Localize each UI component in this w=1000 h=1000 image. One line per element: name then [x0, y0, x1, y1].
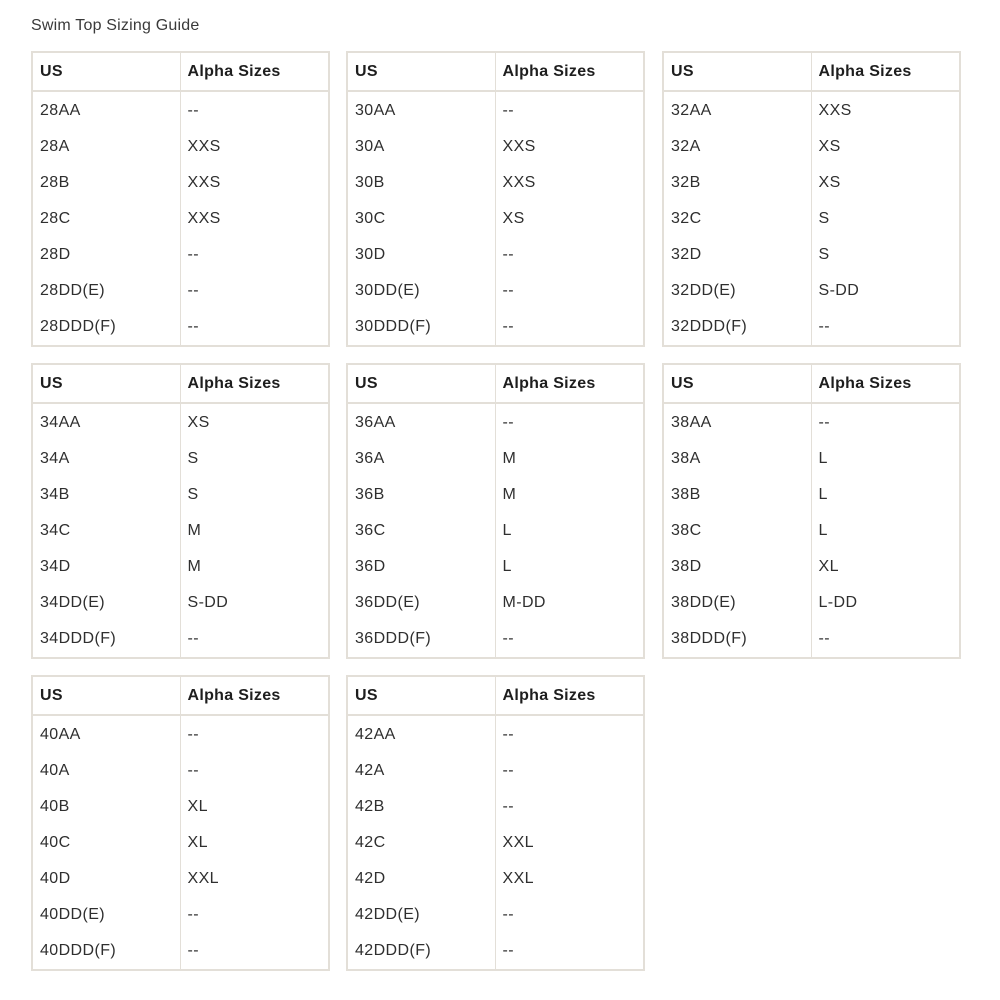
alpha-size-cell: XXS: [187, 210, 221, 227]
table-row: [663, 513, 960, 549]
alpha-size-cell: --: [502, 942, 514, 959]
alpha-size-cell: S-DD: [818, 282, 860, 299]
table-row: [32, 715, 329, 753]
table-row: [347, 477, 644, 513]
table-row: [663, 165, 960, 201]
header-us: US: [347, 52, 495, 91]
us-size-cell: 28D: [32, 237, 180, 273]
alpha-size-cell: S: [187, 486, 199, 503]
header-us: US: [347, 364, 495, 403]
us-size-cell: 32AA: [663, 91, 811, 129]
us-size-cell: 36D: [347, 549, 495, 585]
table-row: [663, 91, 960, 129]
us-size-cell: 28AA: [32, 91, 180, 129]
alpha-size-cell: --: [502, 798, 514, 815]
table-row: [347, 309, 644, 346]
us-size-cell: 40D: [32, 861, 180, 897]
us-size-cell: 42D: [347, 861, 495, 897]
us-size-cell: 30DD(E): [347, 273, 495, 309]
table-row: [663, 403, 960, 441]
table-row: [347, 441, 644, 477]
size-table: [31, 675, 330, 971]
alpha-size-cell: M: [187, 558, 202, 575]
header-us: US: [663, 364, 811, 403]
header-alpha-sizes: Alpha Sizes: [180, 52, 329, 91]
table-row: [32, 273, 329, 309]
alpha-size-cell: --: [818, 630, 830, 647]
header-alpha-sizes: Alpha Sizes: [811, 364, 960, 403]
table-row: [32, 129, 329, 165]
table-row: [32, 933, 329, 970]
table-row: [663, 549, 960, 585]
us-size-cell: 30C: [347, 201, 495, 237]
us-size-cell: 32DD(E): [663, 273, 811, 309]
us-size-cell: 42DD(E): [347, 897, 495, 933]
us-size-cell: 28C: [32, 201, 180, 237]
alpha-size-cell: XL: [818, 558, 839, 575]
us-size-cell: 40C: [32, 825, 180, 861]
table-row: [32, 825, 329, 861]
table-row: [347, 273, 644, 309]
header-alpha-sizes: Alpha Sizes: [495, 676, 644, 715]
us-size-cell: 38DD(E): [663, 585, 811, 621]
alpha-size-cell: M: [187, 522, 202, 539]
us-size-cell: 42DDD(F): [347, 933, 495, 970]
us-size-cell: 36AA: [347, 403, 495, 441]
alpha-size-cell: --: [187, 906, 199, 923]
alpha-size-cell: --: [502, 726, 514, 743]
table-row: [347, 825, 644, 861]
table-row: [32, 861, 329, 897]
table-row: [32, 549, 329, 585]
table-row: [663, 201, 960, 237]
table-row: [347, 129, 644, 165]
table-row: [663, 309, 960, 346]
alpha-size-cell: --: [187, 102, 199, 119]
alpha-size-cell: XS: [187, 414, 210, 431]
us-size-cell: 36DD(E): [347, 585, 495, 621]
alpha-size-cell: --: [187, 246, 199, 263]
us-size-cell: 28DDD(F): [32, 309, 180, 346]
alpha-size-cell: XXL: [502, 834, 534, 851]
table-row: [347, 621, 644, 658]
us-size-cell: 30A: [347, 129, 495, 165]
alpha-size-cell: XXL: [502, 870, 534, 887]
table-row: [32, 753, 329, 789]
alpha-size-cell: L: [818, 450, 828, 467]
alpha-size-cell: --: [502, 282, 514, 299]
table-row: [32, 441, 329, 477]
alpha-size-cell: M: [502, 450, 517, 467]
size-table: [346, 675, 645, 971]
table-row: [663, 585, 960, 621]
table-row: [663, 129, 960, 165]
header-us: US: [347, 676, 495, 715]
us-size-cell: 34AA: [32, 403, 180, 441]
table-row: [663, 621, 960, 658]
header-alpha-sizes: Alpha Sizes: [180, 676, 329, 715]
table-row: [32, 237, 329, 273]
table-row: [32, 513, 329, 549]
alpha-size-cell: S: [818, 246, 830, 263]
header-us: US: [32, 364, 180, 403]
us-size-cell: 40B: [32, 789, 180, 825]
size-table: [31, 363, 330, 659]
alpha-size-cell: --: [502, 318, 514, 335]
us-size-cell: 38DDD(F): [663, 621, 811, 658]
table-row: [347, 201, 644, 237]
alpha-size-cell: XXS: [502, 174, 536, 191]
table-row: [32, 789, 329, 825]
alpha-size-cell: XXS: [187, 174, 221, 191]
alpha-size-cell: XS: [818, 174, 841, 191]
us-size-cell: 32A: [663, 129, 811, 165]
alpha-size-cell: --: [502, 414, 514, 431]
alpha-size-cell: --: [502, 906, 514, 923]
alpha-size-cell: XL: [187, 834, 208, 851]
alpha-size-cell: --: [187, 726, 199, 743]
us-size-cell: 30DDD(F): [347, 309, 495, 346]
us-size-cell: 42B: [347, 789, 495, 825]
us-size-cell: 28B: [32, 165, 180, 201]
alpha-size-cell: XS: [818, 138, 841, 155]
alpha-size-cell: --: [502, 762, 514, 779]
us-size-cell: 34A: [32, 441, 180, 477]
us-size-cell: 38A: [663, 441, 811, 477]
table-row: [663, 477, 960, 513]
alpha-size-cell: S-DD: [187, 594, 229, 611]
table-row: [347, 753, 644, 789]
us-size-cell: 34D: [32, 549, 180, 585]
us-size-cell: 40AA: [32, 715, 180, 753]
alpha-size-cell: L: [502, 558, 512, 575]
page-title: Swim Top Sizing Guide: [31, 17, 200, 34]
size-table: [31, 51, 330, 347]
size-table: [346, 51, 645, 347]
alpha-size-cell: L: [818, 486, 828, 503]
alpha-size-cell: --: [502, 246, 514, 263]
us-size-cell: 32B: [663, 165, 811, 201]
us-size-cell: 30AA: [347, 91, 495, 129]
us-size-cell: 32D: [663, 237, 811, 273]
alpha-size-cell: M: [502, 486, 517, 503]
header-us: US: [663, 52, 811, 91]
table-row: [347, 403, 644, 441]
alpha-size-cell: --: [818, 318, 830, 335]
size-table: [662, 51, 961, 347]
table-row: [347, 897, 644, 933]
us-size-cell: 36DDD(F): [347, 621, 495, 658]
table-row: [32, 309, 329, 346]
table-row: [347, 789, 644, 825]
alpha-size-cell: XXL: [187, 870, 219, 887]
alpha-size-cell: XXS: [818, 102, 852, 119]
header-alpha-sizes: Alpha Sizes: [180, 364, 329, 403]
alpha-size-cell: --: [187, 762, 199, 779]
alpha-size-cell: M-DD: [502, 594, 546, 611]
us-size-cell: 36B: [347, 477, 495, 513]
alpha-size-cell: --: [187, 942, 199, 959]
alpha-size-cell: L: [818, 522, 828, 539]
us-size-cell: 34B: [32, 477, 180, 513]
us-size-cell: 34DD(E): [32, 585, 180, 621]
us-size-cell: 34DDD(F): [32, 621, 180, 658]
us-size-cell: 38B: [663, 477, 811, 513]
header-alpha-sizes: Alpha Sizes: [495, 52, 644, 91]
us-size-cell: 40DD(E): [32, 897, 180, 933]
us-size-cell: 40A: [32, 753, 180, 789]
header-alpha-sizes: Alpha Sizes: [811, 52, 960, 91]
table-row: [663, 237, 960, 273]
table-row: [347, 933, 644, 970]
table-row: [32, 897, 329, 933]
us-size-cell: 40DDD(F): [32, 933, 180, 970]
us-size-cell: 30D: [347, 237, 495, 273]
alpha-size-cell: --: [502, 630, 514, 647]
table-row: [347, 513, 644, 549]
us-size-cell: 38C: [663, 513, 811, 549]
table-row: [32, 403, 329, 441]
alpha-size-cell: XS: [502, 210, 525, 227]
table-row: [347, 715, 644, 753]
table-row: [347, 585, 644, 621]
alpha-size-cell: --: [502, 102, 514, 119]
table-row: [347, 861, 644, 897]
table-row: [347, 165, 644, 201]
table-row: [32, 585, 329, 621]
us-size-cell: 28A: [32, 129, 180, 165]
alpha-size-cell: --: [187, 630, 199, 647]
us-size-cell: 34C: [32, 513, 180, 549]
header-us: US: [32, 52, 180, 91]
alpha-size-cell: L-DD: [818, 594, 858, 611]
table-row: [32, 621, 329, 658]
header-us: US: [32, 676, 180, 715]
size-table: [346, 363, 645, 659]
alpha-size-cell: --: [187, 282, 199, 299]
alpha-size-cell: S: [187, 450, 199, 467]
us-size-cell: 36C: [347, 513, 495, 549]
us-size-cell: 42C: [347, 825, 495, 861]
table-row: [32, 91, 329, 129]
alpha-size-cell: --: [818, 414, 830, 431]
us-size-cell: 42AA: [347, 715, 495, 753]
size-table: [662, 363, 961, 659]
table-row: [32, 201, 329, 237]
table-row: [347, 549, 644, 585]
us-size-cell: 42A: [347, 753, 495, 789]
us-size-cell: 38D: [663, 549, 811, 585]
us-size-cell: 38AA: [663, 403, 811, 441]
alpha-size-cell: XXS: [187, 138, 221, 155]
alpha-size-cell: L: [502, 522, 512, 539]
us-size-cell: 36A: [347, 441, 495, 477]
us-size-cell: 32C: [663, 201, 811, 237]
us-size-cell: 32DDD(F): [663, 309, 811, 346]
table-row: [32, 477, 329, 513]
table-row: [347, 237, 644, 273]
us-size-cell: 28DD(E): [32, 273, 180, 309]
alpha-size-cell: --: [187, 318, 199, 335]
table-row: [32, 165, 329, 201]
alpha-size-cell: XXS: [502, 138, 536, 155]
alpha-size-cell: S: [818, 210, 830, 227]
alpha-size-cell: XL: [187, 798, 208, 815]
table-row: [663, 441, 960, 477]
table-row: [663, 273, 960, 309]
us-size-cell: 30B: [347, 165, 495, 201]
table-row: [347, 91, 644, 129]
header-alpha-sizes: Alpha Sizes: [495, 364, 644, 403]
